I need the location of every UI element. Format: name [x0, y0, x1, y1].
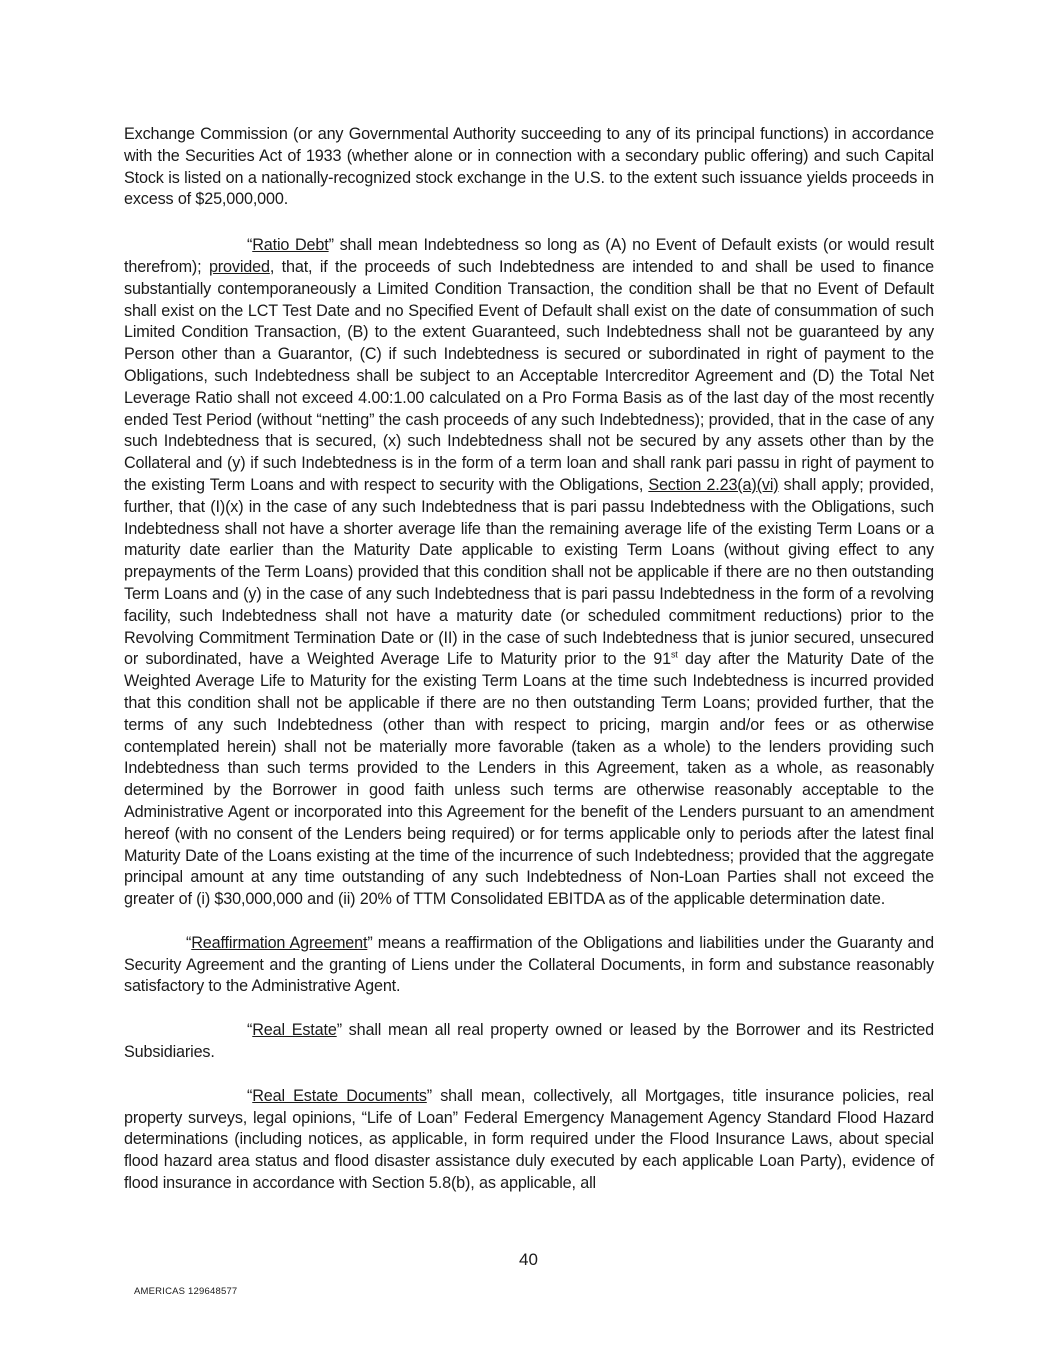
close-quote: ”: [336, 1021, 342, 1040]
open-quote: “: [247, 1086, 253, 1105]
definition-real-estate-documents: [124, 1086, 934, 1195]
definition-text: shall apply; provided, further, that (I)(x) in the case of any such Indebtedness that is pari passu Indebtedness with the Obligations, such Indebtedness shall not have a shorter average life than the remaining average life of the existing Term Loans or a maturity date earlier than the Maturity Date applicable to existing Term Loans (without giving effect to any prepayments of the Term Loans) provided that this condition shall not be applicable if there are no then outstanding Term Loans and (y) in the case of any such Indebtedness that is pari passu Indebtedness in the form of a revolving facility, such Indebtedness shall not have a maturity date (or scheduled commitment reductions) prior to the Revolving Commitment Termination Date or (II) in the case of such Indebtedness that is junior secured, unsecured or subordinated, have a Weighted Average Life to Maturity prior to the 91: [124, 475, 935, 669]
defined-term: Real Estate: [252, 1021, 337, 1040]
page-number: 40: [519, 1250, 538, 1269]
definition-text: day after the Maturity Date of the Weighted Average Life to Maturity for the existing Term Loans at the time such Indebtedness is incurred provided that this condition shall not be applicable if there are no then outstanding Term Loans; provided further, that the terms of any such Indebtedness (other than with respect to pricing, margin and/or fees or as otherwise contemplated herein) shall not be materially more favorable (taken as a whole) to the lenders providing such Indebtedness than such terms provided to the Lenders in this Agreement, taken as a whole, as reasonably determined by the Borrower in good faith unless such terms are otherwise reasonably acceptable to the Administrative Agent or incorporated into this Agreement for the benefit of the Lenders pursuant to an amendment hereof (with no consent of the Lenders being required) or for terms applicable only to periods after the latest final Maturity Date of the Loans existing at the time of the incurrence of such Indebtedness; provided that the aggregate principal amount at any time outstanding of any such Indebtedness of Non-Loan Parties shall not exceed the greater of (i) $30,000,000 and (ii) 20% of TTM Consolidated EBITDA as of the applicable determination date.: [124, 650, 934, 909]
definition-text: means a reaffirmation of the Obligations and liabilities under the Guaranty and Security Agreement and the granting of Liens under the Collateral Documents, in form and substance reasonably satisfactory to the Administrative Agent.: [124, 933, 934, 996]
paragraph-continuation: Exchange Commission (or any Governmental Authority succeeding to any of its principal functions) in accordance with the Securities Act of 1933 (whether alone or in connection with a secondary public offering) and such Capital Stock is listed on a nationally-recognized stock exchange in the U.S. to the extent such issuance yields proceeds in excess of $25,000,000.: [124, 125, 934, 209]
document-footer-id: AMERICAS 129648577: [134, 1286, 238, 1297]
defined-term: Real Estate Documents: [252, 1086, 427, 1105]
provided-underlined: provided: [208, 257, 270, 276]
close-quote: ”: [328, 236, 334, 255]
definition-text: shall mean all real property owned or leased by the Borrower and its Restricted Subsidiaries.: [124, 1021, 934, 1062]
open-quote: “: [247, 1021, 253, 1040]
document-body: [124, 124, 934, 1217]
definition-text: , that, if the proceeds of such Indebtedness are intended to and shall be used to finance substantially contemporaneously a Limited Condition Transaction, the condition shall be that no Event of Default shall exist on the LCT Test Date and no Specified Event of Default shall exist on the date of consummation of such Limited Condition Transaction, (B) to the extent Guaranteed, such Indebtedness shall not be guaranteed by any Person other than a Guarantor, (C) if such Indebtedness is secured or subordinated in right of payment to the Obligations, such Indebtedness shall be subject to an Acceptable Intercreditor Agreement and (D) the Total Net Leverage Ratio shall not exceed 4.00:1.00 calculated on a Pro Forma Basis as of the last day of the most recently ended Test Period (without “netting” the cash proceeds of any such Indebtedness); provided, that in the case of any such Indebtedness that is secured, (x) such Indebtedness shall not be secured by any assets other than by the Collateral and (y) if such Indebtedness is in the form of a term loan and shall rank pari passu in right of payment to the existing Term Loans and with respect to security with the Obligations,: [124, 257, 934, 494]
close-quote: ”: [426, 1086, 433, 1105]
open-quote: “: [247, 236, 253, 255]
definition-text: shall mean, collectively, all Mortgages, title insurance policies, real property surveys, legal opinions, “Life of Loan” Federal Emergency Management Agency Standard Flood Hazard determinations (including notices, as applicable, in form required under the Flood Insurance Laws, about special flood hazard area status and flood disaster assistance duly executed by each applicable Loan Party), evidence of flood insurance in accordance with Section 5.8(b), as applicable, all: [124, 1086, 934, 1193]
open-quote: “: [186, 933, 192, 952]
definition-reaffirmation-agreement: [124, 933, 934, 998]
defined-term: Reaffirmation Agreement: [191, 933, 368, 952]
close-quote: ”: [367, 933, 373, 952]
definition-ratio-debt: [124, 235, 934, 911]
definition-text: shall mean Indebtedness so long as (A) no Event of Default exists (or would result therefrom);: [124, 236, 935, 276]
section-reference: Section 2.23(a)(vi): [648, 475, 779, 494]
defined-term: Ratio Debt: [252, 236, 329, 255]
ordinal-superscript: st: [670, 649, 678, 660]
definition-real-estate: [124, 1020, 934, 1064]
